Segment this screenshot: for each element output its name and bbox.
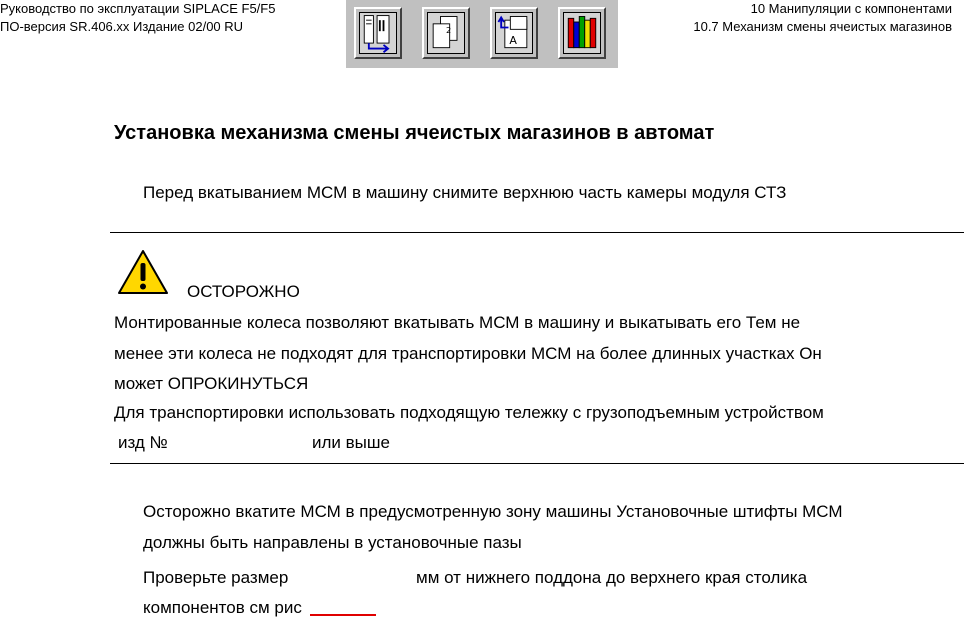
header-left — [0, 0, 275, 36]
divider-top — [110, 232, 964, 233]
warning-line-2: менее эти колеса не подходят для транспортировки МСМ на более длинных участках Он — [114, 344, 822, 363]
step1-line-2: должны быть направлены в установочные пазы — [143, 533, 522, 552]
svg-text:A: A — [509, 34, 517, 48]
item-number-suffix: или выше — [312, 433, 390, 452]
layout-icon — [356, 9, 400, 57]
warning-line-3: может ОПРОКИНУТЬСЯ — [114, 374, 309, 393]
intro-text: Перед вкатыванием МСМ в машину снимите верхнюю часть камеры модуля СТЗ — [143, 183, 787, 202]
divider-bottom — [110, 463, 964, 464]
warning-line-4: Для транспортировки использовать подходящую тележку с грузоподъемным устройством — [114, 403, 824, 422]
item-number-label: изд № — [118, 433, 168, 452]
section-title: 10.7 Механизм смены ячеистых магазинов — [693, 19, 952, 34]
header-right — [693, 0, 952, 36]
step2-text-a: Проверьте размер — [143, 568, 289, 587]
navigation-toolbar — [346, 0, 618, 68]
document-a-icon — [492, 9, 536, 57]
step2-text-c-label: компонентов см рис — [143, 598, 302, 617]
books-button[interactable] — [558, 7, 606, 59]
pages-icon — [424, 9, 468, 57]
manual-title: Руководство по эксплуатации SIPLACE F5/F5 — [0, 1, 276, 16]
step2-text-b: мм от нижнего поддона до верхнего края столика — [416, 568, 808, 587]
warning-icon — [116, 248, 170, 296]
step1-line-1: Осторожно вкатите МСМ в предусмотренную зону машины Установочные штифты МСМ — [143, 502, 843, 521]
layout-button[interactable] — [354, 7, 402, 59]
warning-line-1: Монтированные колеса позволяют вкатывать МСМ в машину и выкатывать его Тем не — [114, 313, 801, 332]
svg-text:2: 2 — [446, 25, 452, 35]
software-version: ПО-версия SR.406.xx Издание 02/00 RU — [0, 19, 244, 34]
figure-reference-link[interactable] — [310, 614, 376, 616]
document-a-button[interactable] — [490, 7, 538, 59]
step2-text-c — [143, 598, 376, 618]
warning-label: ОСТОРОЖНО — [187, 282, 300, 301]
chapter-title: 10 Манипуляции с компонентами — [750, 1, 952, 16]
page-title: Установка механизма смены ячеистых магазинов в автомат — [114, 122, 715, 144]
pages-button[interactable] — [422, 7, 470, 59]
books-icon — [560, 9, 604, 57]
